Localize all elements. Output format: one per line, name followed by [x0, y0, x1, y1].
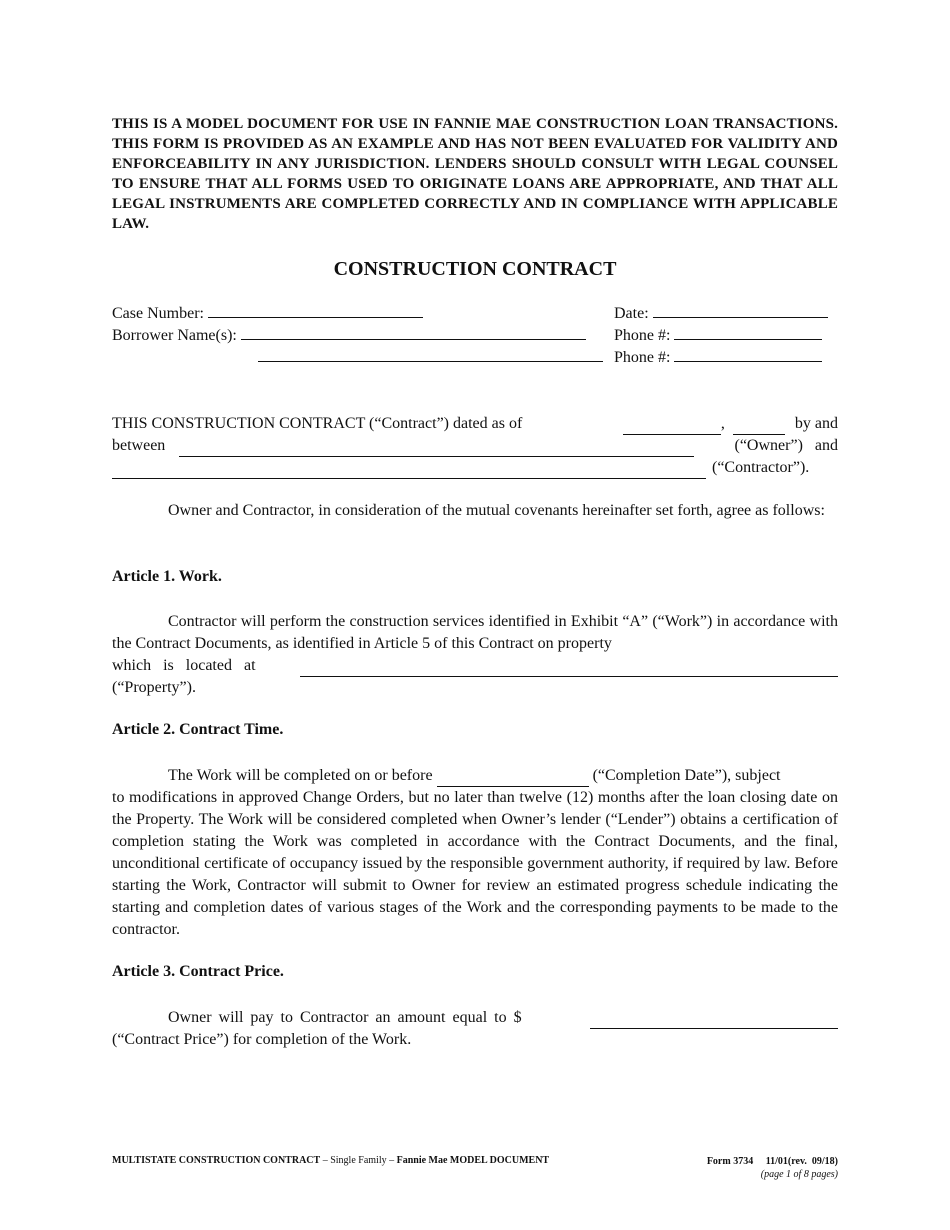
article-2-first-line [112, 765, 838, 787]
footer-document-name [112, 1155, 549, 1166]
footer-form-number: Form 3734 11/01(rev. 09/18) [706, 1156, 838, 1167]
article-2-text-a: The Work will be completed on or before [168, 767, 433, 784]
document-title: CONSTRUCTION CONTRACT [333, 258, 617, 280]
article-2-text-b: (“Completion Date”), subject [592, 767, 781, 784]
borrower-name-blank-2[interactable] [258, 346, 603, 362]
case-number-field [112, 302, 423, 325]
article-1-text: Contractor will perform the construction services identified in Exhibit “A” (“Work”) in accordance with the Contract Documents, as identified in Article 5 of this Contract on property [112, 613, 838, 652]
article-2-heading: Article 2. Contract Time. [112, 721, 284, 738]
case-number-label: Case Number: [112, 305, 204, 322]
article-1-heading: Article 1. Work. [112, 568, 222, 585]
disclaimer-notice: THIS IS A MODEL DOCUMENT FOR USE IN FANNIE MAE CONSTRUCTION LOAN TRANSACTIONS. THIS FORM IS PROVIDED AS AN EXAMPLE AND HAS NOT BEEN EVALUATED FOR VALIDITY AND ENFORCEABILITY IN ANY JURISDICTION. LENDERS SHOULD CONSULT WITH LEGAL COUNSEL TO ENSURE THAT ALL FORMS USED TO ORIGINATE LOANS ARE APPROPRIATE, AND THAT ALL LEGAL INSTRUMENTS ARE COMPLETED CORRECTLY AND IN COMPLIANCE WITH APPLICABLE LAW. [112, 116, 838, 232]
intro-between: between [112, 437, 166, 454]
contract-date-blank[interactable] [623, 419, 721, 435]
article-3-text-b: (“Contract Price”) for completion of the Work. [112, 1031, 412, 1048]
borrower-names-label: Borrower Name(s): [112, 327, 237, 344]
phone-blank-1[interactable] [674, 324, 822, 340]
intro-contractor: (“Contractor”). [712, 459, 810, 476]
consideration-paragraph: Owner and Contractor, in consideration of the mutual covenants hereinafter set forth, agree as follows: [168, 502, 825, 519]
case-number-blank[interactable] [208, 302, 423, 318]
intro-owner: (“Owner”) and [734, 437, 838, 454]
footer-title: MULTISTATE CONSTRUCTION CONTRACT [112, 1155, 321, 1166]
article-3-text-a: Owner will pay to Contractor an amount equal to $ [168, 1009, 522, 1026]
owner-name-blank[interactable] [179, 441, 694, 457]
footer-model-document: Fannie Mae MODEL DOCUMENT [396, 1155, 550, 1166]
footer-single-family: Single Family [330, 1155, 387, 1166]
intro-text-1: THIS CONSTRUCTION CONTRACT (“Contract”) dated as of [112, 415, 523, 432]
borrower-names-field [112, 324, 586, 347]
phone-blank-2[interactable] [674, 346, 822, 362]
article-1-location-line [112, 655, 838, 677]
property-address-blank[interactable] [300, 661, 838, 677]
footer-dash-1: – [320, 1155, 331, 1166]
date-field [614, 302, 828, 325]
borrower-names-field-2 [258, 346, 603, 369]
intro-by-and: by and [794, 415, 838, 432]
phone-field-2 [614, 346, 822, 369]
intro-line-1 [112, 413, 838, 435]
borrower-name-blank-1[interactable] [241, 324, 586, 340]
phone-field-1 [614, 324, 822, 347]
date-label: Date: [614, 305, 649, 322]
intro-comma: , [720, 415, 725, 432]
footer-dash-2: – [386, 1155, 397, 1166]
footer-form-info [707, 1155, 838, 1181]
completion-date-blank[interactable] [437, 771, 589, 787]
article-2-text: to modifications in approved Change Orders, but no later than twelve (12) months after the loan closing date on the Property. The Work will be considered completed when Owner’s lender (“Lender”) obtains a certification of completion stating the Work was completed in accordance with the Contract Documents, and the final, unconditional certificate of occupancy issued by the responsible government authority, if required by law. Before starting the Work, Contractor will submit to Owner for review an estimated progress schedule indicating the starting and completion dates of various stages of the Work and the corresponding payments to be made to the contractor. [112, 789, 838, 938]
intro-line-3 [112, 457, 838, 479]
phone-label-1: Phone #: [614, 327, 671, 344]
contract-year-blank[interactable] [733, 419, 785, 435]
intro-line-2 [112, 435, 838, 457]
article-3-heading: Article 3. Contract Price. [112, 963, 284, 980]
phone-label-2: Phone #: [614, 349, 671, 366]
footer-page-number: (page 1 of 8 pages) [760, 1169, 838, 1180]
date-blank[interactable] [653, 302, 828, 318]
article-1-located-label: which is located at [112, 657, 256, 674]
article-1-property: (“Property”). [112, 679, 196, 696]
article-3-first-line [112, 1007, 838, 1029]
contract-price-blank[interactable] [590, 1013, 838, 1029]
contractor-name-blank[interactable] [112, 463, 706, 479]
